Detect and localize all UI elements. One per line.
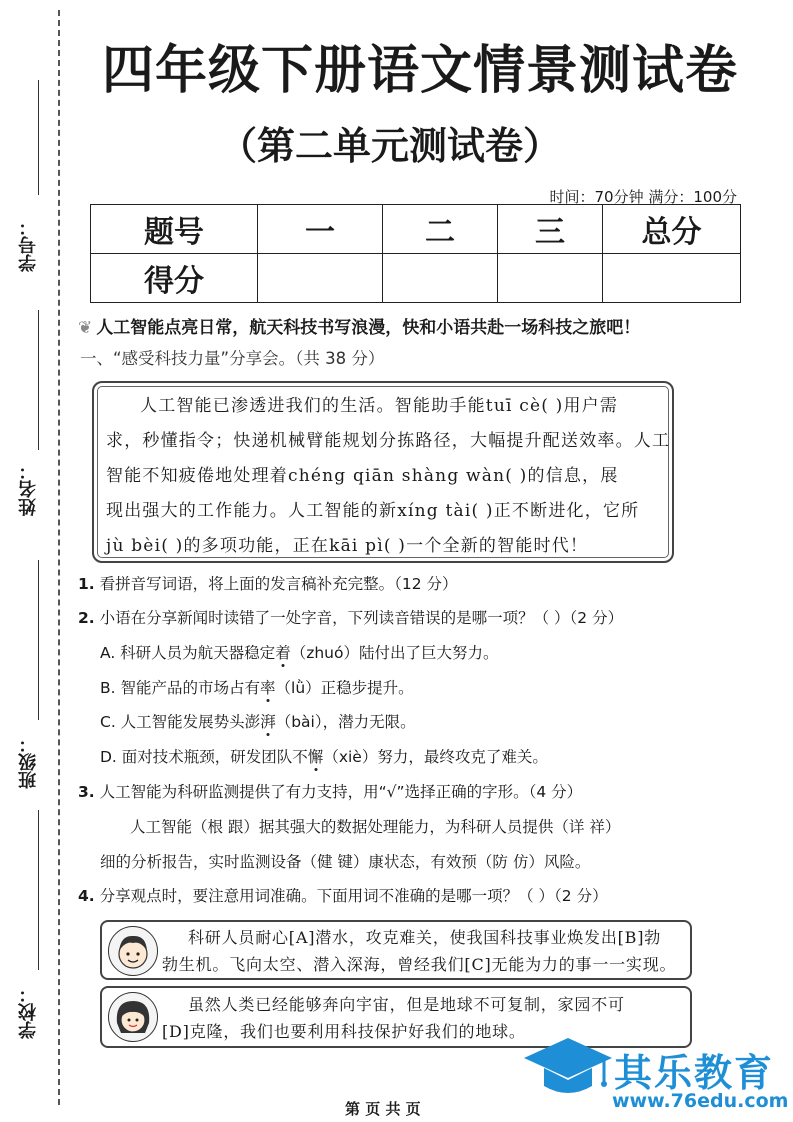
table-cell: 一 (258, 205, 383, 254)
option-text: （lǜ）正稳步提升。 (275, 679, 414, 697)
page-footer: 第 页 共 页 (345, 1100, 421, 1118)
student-no-label: 学号： (18, 218, 39, 272)
logo-name: 其乐教育 (614, 1051, 775, 1095)
score-cell[interactable] (498, 254, 603, 303)
speech-line: 勃生机。飞向太空、潜入深海，曾经我们[C]无能为力的事一一实现。 (162, 955, 677, 974)
class-label: 班级： (18, 735, 39, 789)
table-cell: 三 (498, 205, 603, 254)
passage-line: 求，秒懂指令；快递机械臂能规划分拣路径，大幅提升配送效率。人工 (106, 431, 671, 451)
school-line (38, 810, 39, 970)
question-text: 人工智能为科研监测提供了有力支持，用“√”选择正确的字形。（4 分） (99, 783, 583, 801)
question-text: 看拼音写词语，将上面的发言稿补充完整。（12 分） (99, 575, 458, 593)
question-number: 2. (78, 609, 95, 627)
score-table (90, 204, 741, 303)
speech-line: 虽然人类已经能够奔向宇宙，但是地球不可复制，家园不可 (188, 995, 625, 1014)
logo-url: www.76edu.com (612, 1090, 789, 1112)
page-title: 四年级下册语文情景测试卷 (101, 41, 738, 101)
graduation-cap-logo-icon (522, 1030, 614, 1104)
score-table-header-row (91, 205, 741, 254)
emphasis-char: 着 (275, 644, 291, 662)
section-1-title: 一、“感受科技力量”分享会。（共 38 分） (80, 349, 385, 368)
option-text: （bài），潜力无限。 (275, 713, 416, 731)
emphasis-char: 湃 (260, 713, 276, 731)
passage-line: 现出强大的工作能力。人工智能的新xíng tài( )正不断进化，它所 (106, 501, 640, 521)
option-text: （zhuó）陆付出了巨大努力。 (290, 644, 499, 662)
question-4 (78, 884, 608, 906)
score-table-score-row (91, 254, 741, 303)
student-no-line (38, 80, 39, 195)
option-text: B. 智能产品的市场占有 (100, 679, 260, 697)
question-number: 3. (78, 783, 95, 801)
intro-text: 人工智能点亮日常，航天科技书写浪漫，快和小语共赴一场科技之旅吧！ (96, 318, 641, 338)
intro-line (78, 313, 640, 338)
question-1 (78, 572, 458, 594)
leaf-icon: ❦ (78, 318, 93, 338)
name-line (38, 310, 39, 450)
speech-line: 科研人员耐心[A]潜水，攻克难关，使我国科技事业焕发出[B]勃 (188, 928, 662, 947)
emphasis-char: 率 (260, 679, 276, 697)
option-text: （xiè）努力，最终攻克了难关。 (323, 748, 548, 766)
class-line (38, 560, 39, 720)
passage-line: 人工智能已渗透进我们的生活。智能助手能tuī cè( )用户需 (140, 396, 619, 416)
score-cell[interactable] (258, 254, 383, 303)
page-subtitle: （第二单元测试卷） (218, 124, 561, 168)
passage-box (92, 381, 674, 563)
table-cell: 总分 (603, 205, 741, 254)
question-3 (78, 780, 582, 802)
boy-avatar (108, 926, 158, 976)
option-text: A. 科研人员为航天器稳定 (100, 644, 276, 662)
table-cell: 得分 (91, 254, 258, 303)
table-cell: 题号 (91, 205, 258, 254)
option-b[interactable] (100, 676, 414, 698)
table-cell: 二 (383, 205, 498, 254)
girl-avatar (108, 992, 158, 1042)
emphasis-char: 懈 (307, 748, 324, 766)
speech-line: [D]克隆，我们也要利用科技保护好我们的地球。 (162, 1022, 526, 1041)
speech-box-boy (100, 920, 692, 980)
option-a[interactable] (100, 641, 498, 663)
q3-line: 细的分析报告，实时监测设备（健 键）康状态，有效预（防 仿）风险。 (100, 853, 591, 871)
option-d[interactable] (100, 745, 548, 767)
question-number: 4. (78, 887, 95, 905)
passage-line: 智能不知疲倦地处理着chéng qiān shàng wàn( )的信息，展 (106, 466, 619, 486)
binding-dashed-line (58, 10, 60, 1105)
option-c[interactable] (100, 710, 416, 732)
score-cell[interactable] (603, 254, 741, 303)
score-cell[interactable] (383, 254, 498, 303)
time-info: 时间：70分钟 满分：100分 (549, 188, 737, 206)
school-label: 学校： (18, 985, 39, 1039)
name-label: 姓名： (18, 462, 39, 516)
question-text: 小语在分享新闻时读错了一处字音，下列读音错误的是哪一项？（ ）（2 分） (99, 609, 624, 627)
option-text: D. 面对技术瓶颈，研发团队不 (100, 748, 308, 766)
option-text: C. 人工智能发展势头澎 (100, 713, 261, 731)
q3-line: 人工智能（根 跟）据其强大的数据处理能力，为科研人员提供（详 祥） (130, 818, 621, 836)
question-text: 分享观点时，要注意用词准确。下面用词不准确的是哪一项？（ ）（2 分） (99, 887, 608, 905)
question-2 (78, 606, 623, 628)
passage-line: jù bèi( )的多项功能，正在kāi pì( )一个全新的智能时代！ (106, 536, 589, 556)
question-number: 1. (78, 575, 95, 593)
